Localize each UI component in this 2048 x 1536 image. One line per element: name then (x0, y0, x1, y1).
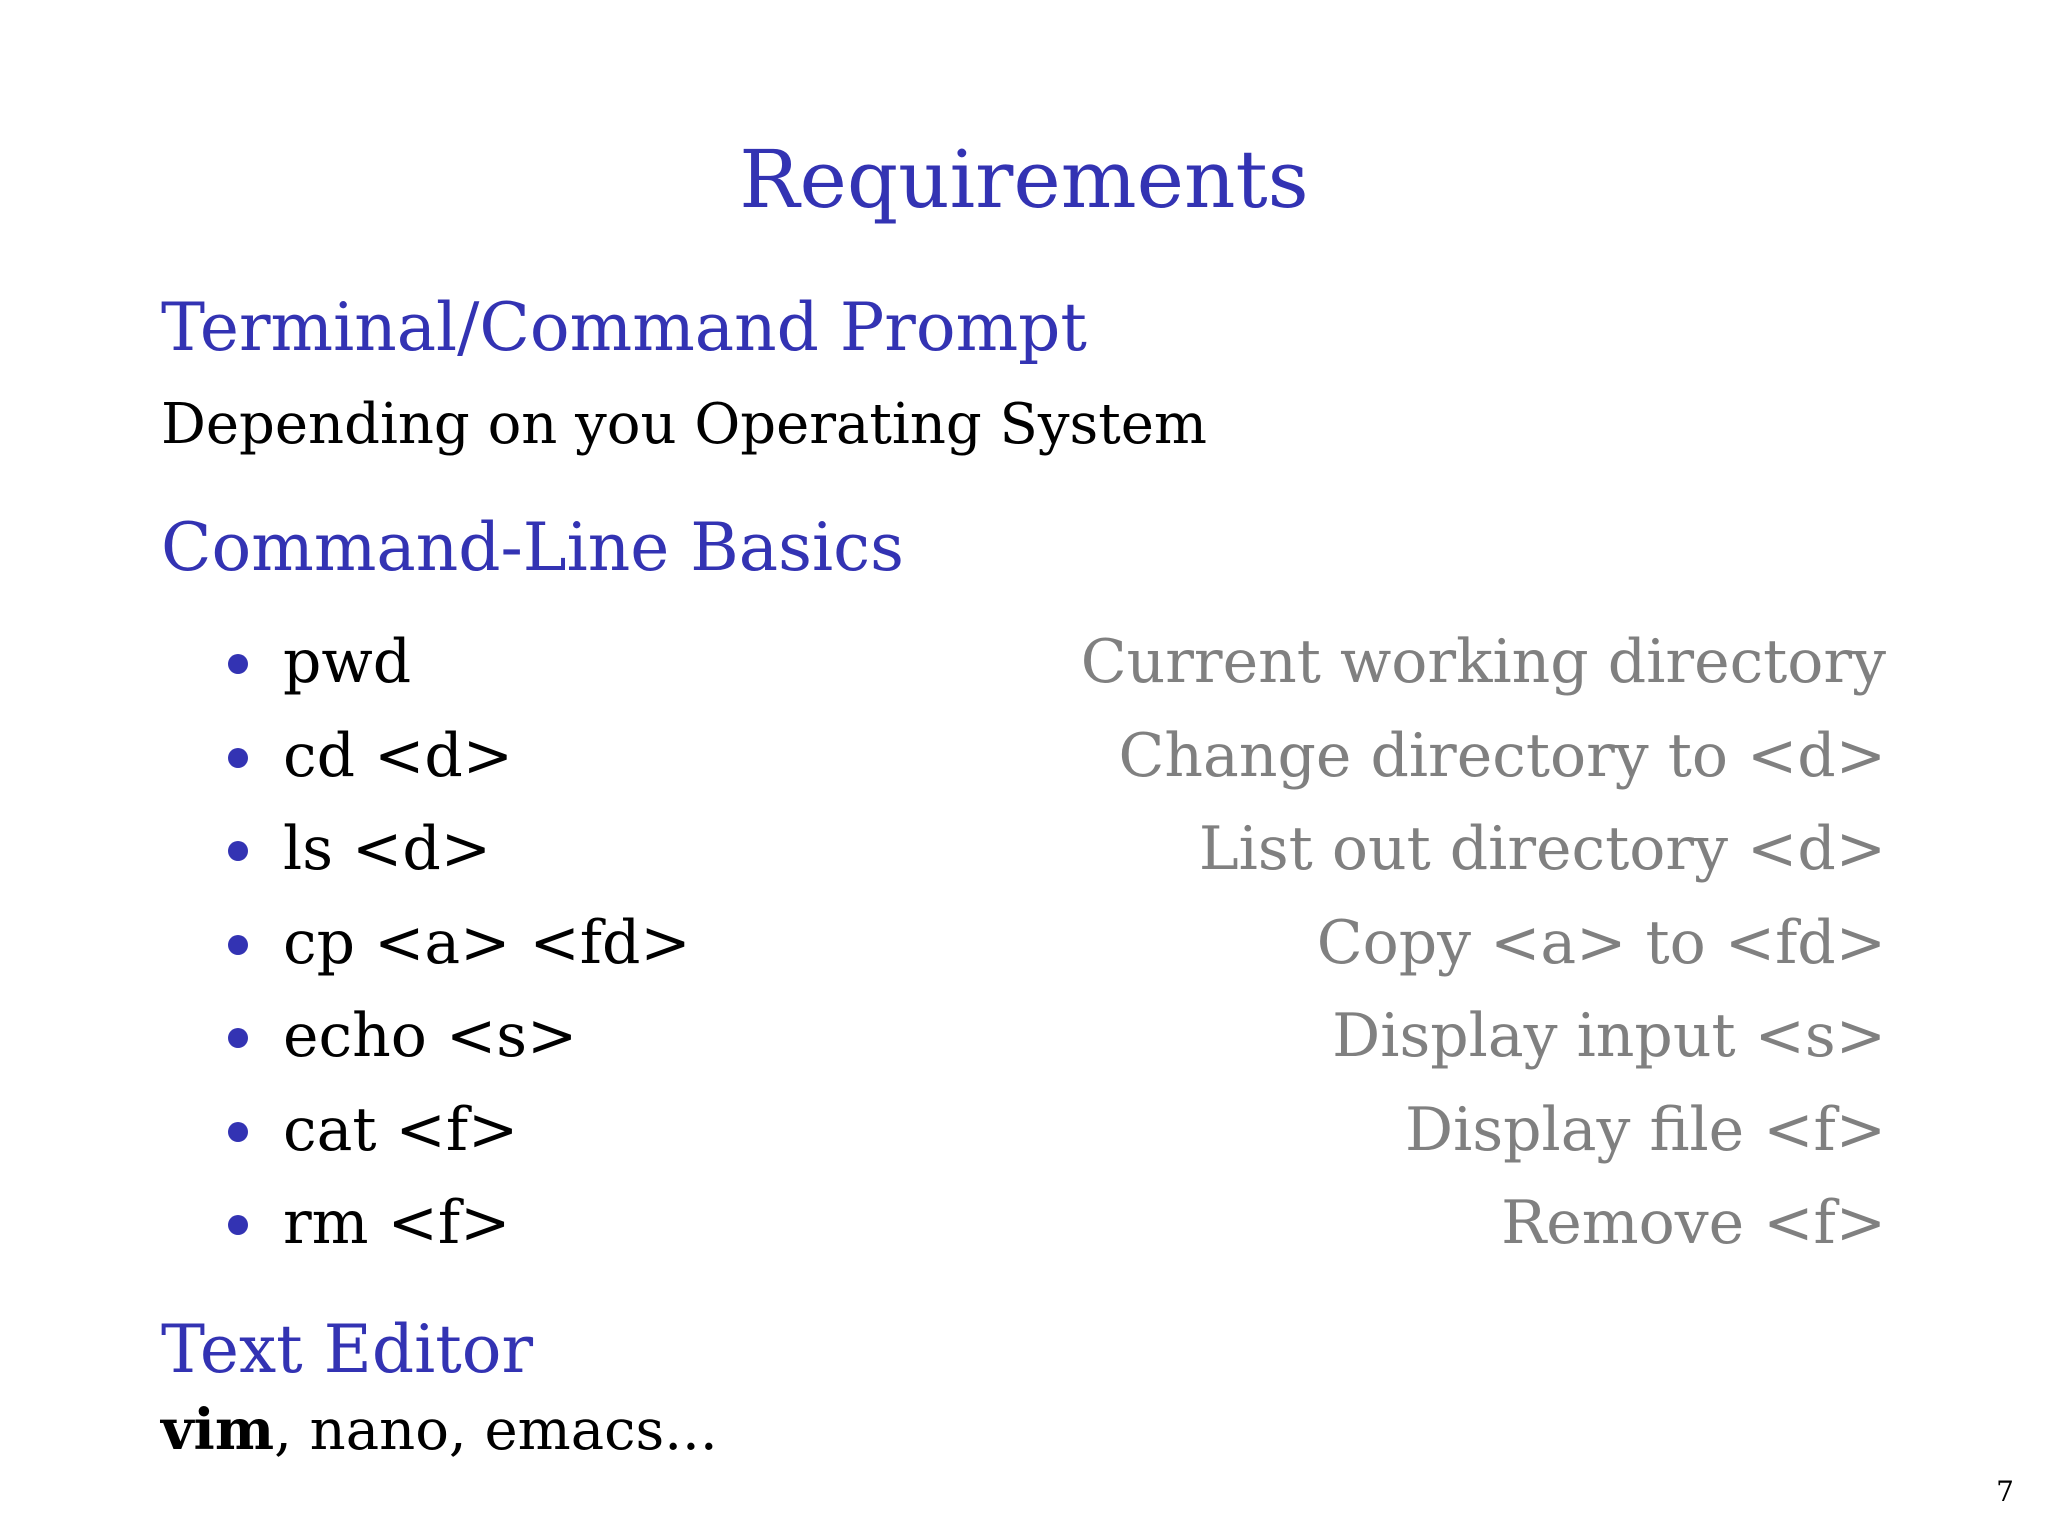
command-name: ls <d> (283, 814, 492, 884)
terminal-description: Depending on you Operating System (161, 392, 1208, 457)
bullet-icon (228, 841, 248, 861)
command-description: Display file <f> (1405, 1094, 1886, 1165)
bullet-icon (228, 1215, 248, 1235)
bullet-icon (228, 1028, 248, 1048)
editor-list (161, 1395, 718, 1466)
command-name: cd <d> (283, 720, 514, 791)
bullet-icon (228, 1122, 248, 1142)
command-description: Current working directory (1080, 627, 1886, 697)
list-item (0, 901, 2048, 995)
command-name: rm <f> (283, 1188, 511, 1258)
page-number: 7 (1996, 1475, 2014, 1508)
list-item (0, 1181, 2048, 1275)
command-name: echo <s> (283, 1001, 578, 1071)
editor-others: , nano, emacs... (274, 1398, 718, 1463)
command-name: cat <f> (283, 1094, 519, 1165)
editor-heading: Text Editor (161, 1311, 534, 1388)
command-description: Display input <s> (1332, 1001, 1886, 1071)
command-description: Change directory to <d> (1118, 720, 1886, 791)
bullet-icon (228, 935, 248, 955)
bullet-icon (228, 654, 248, 674)
list-item (0, 807, 2048, 901)
list-item (0, 1088, 2048, 1182)
command-list (0, 620, 2048, 1275)
command-name: cp <a> <fd> (283, 907, 691, 978)
editor-vim: vim (161, 1397, 275, 1463)
command-description: Copy <a> to <fd> (1316, 907, 1886, 978)
list-item (0, 714, 2048, 808)
command-name: pwd (283, 627, 412, 697)
list-item (0, 620, 2048, 714)
bullet-icon (228, 748, 248, 768)
slide-title: Requirements (739, 133, 1309, 226)
list-item (0, 994, 2048, 1088)
terminal-heading: Terminal/Command Prompt (161, 289, 1087, 366)
command-description: List out directory <d> (1198, 814, 1886, 884)
basics-heading: Command-Line Basics (161, 509, 904, 586)
command-description: Remove <f> (1501, 1188, 1886, 1258)
